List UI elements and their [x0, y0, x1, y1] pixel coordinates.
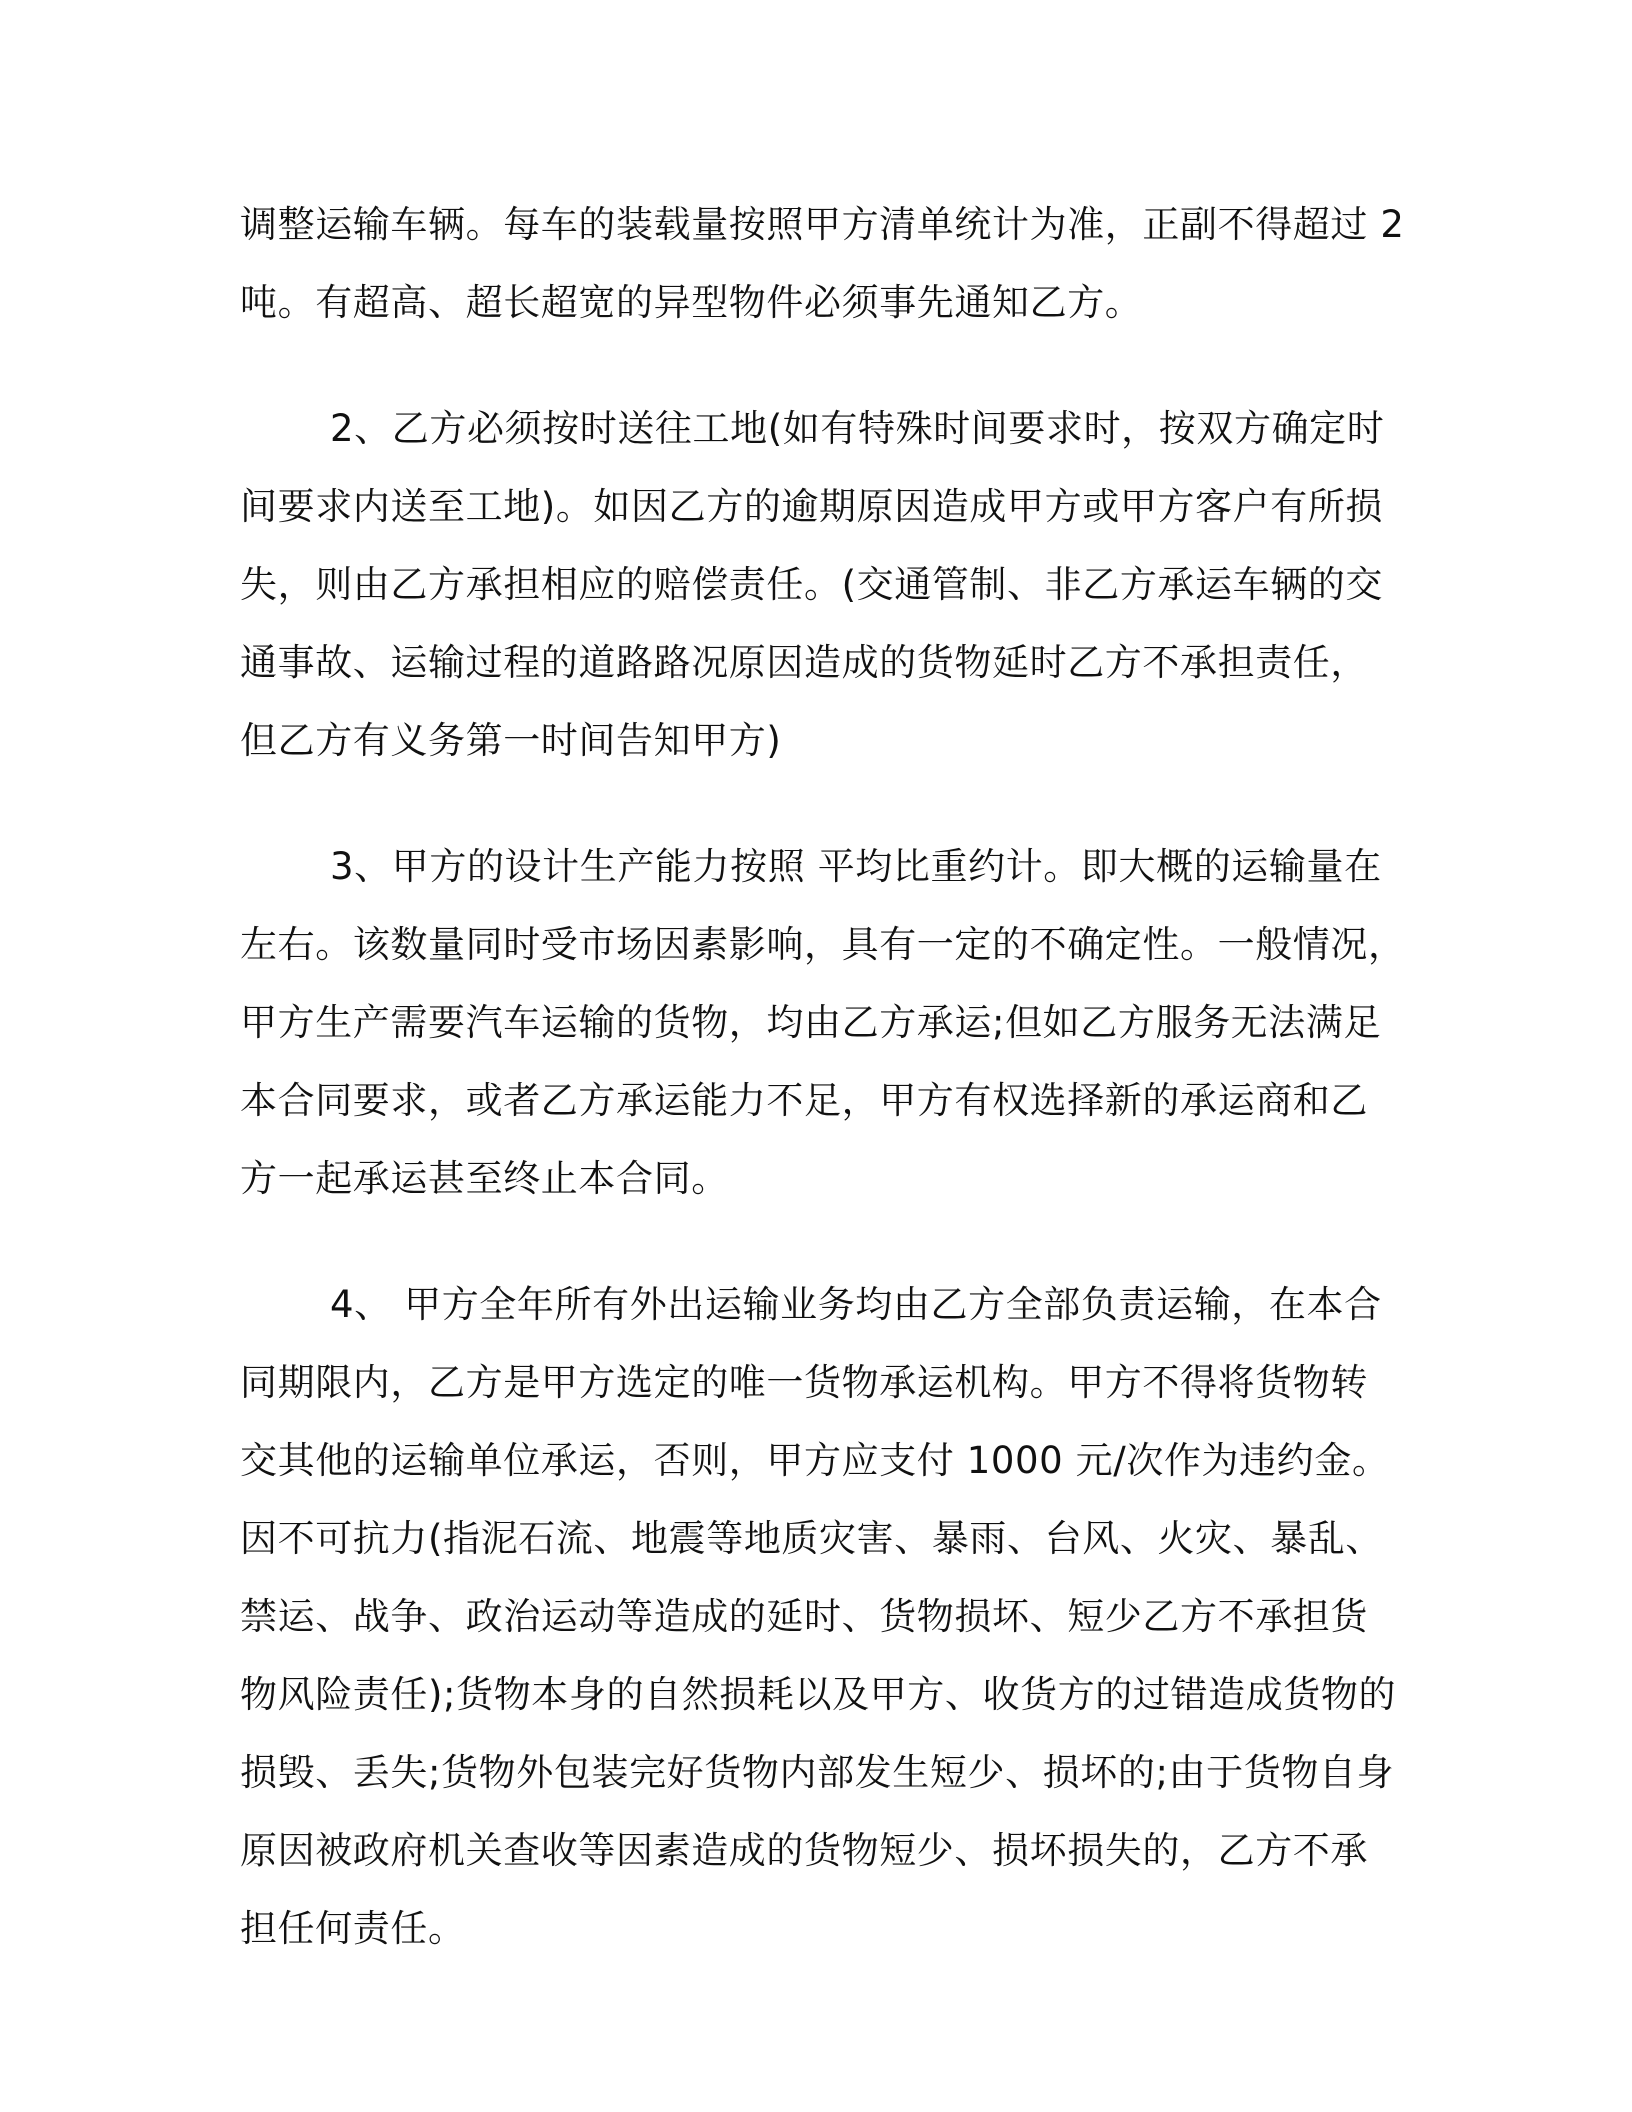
- text-line: 原因被政府机关查收等因素造成的货物短少、损坏损失的，乙方不承: [240, 1829, 1368, 1872]
- text-line: 交其他的运输单位承运，否则，甲方应支付 1000 元/次作为违约金。: [240, 1439, 1390, 1482]
- text-line: 失，则由乙方承担相应的赔偿责任。(交通管制、非乙方承运车辆的交: [240, 563, 1384, 606]
- text-line: 损毁、丢失;货物外包装完好货物内部发生短少、损坏的;由于货物自身: [240, 1751, 1395, 1794]
- text-line: 本合同要求，或者乙方承运能力不足，甲方有权选择新的承运商和乙: [240, 1079, 1368, 1122]
- text-line: 4、 甲方全年所有外出运输业务均由乙方全部负责运输，在本合: [330, 1283, 1382, 1326]
- text-line: 但乙方有义务第一时间告知甲方): [240, 719, 782, 762]
- paragraph-spacer: [240, 342, 1396, 390]
- paragraph-clause-3: [240, 828, 1406, 1218]
- paragraph-clause-2: [240, 390, 1396, 780]
- text-line: 物风险责任);货物本身的自然损耗以及甲方、收货方的过错造成货物的: [240, 1673, 1397, 1716]
- text-line: 担任何责任。: [240, 1907, 466, 1950]
- text-line: 因不可抗力(指泥石流、地震等地质灾害、暴雨、台风、火灾、暴乱、: [240, 1517, 1384, 1560]
- text-line: 2、乙方必须按时送往工地(如有特殊时间要求时，按双方确定时: [330, 407, 1385, 450]
- paragraph-clause-4: [240, 1266, 1396, 1968]
- text-line: 同期限内，乙方是甲方选定的唯一货物承运机构。甲方不得将货物转: [240, 1361, 1368, 1404]
- text-line: 甲方生产需要汽车运输的货物，均由乙方承运;但如乙方服务无法满足: [240, 1001, 1382, 1044]
- text-line: 3、甲方的设计生产能力按照 平均比重约计。即大概的运输量在: [330, 845, 1382, 888]
- text-line: 通事故、运输过程的道路路况原因造成的货物延时乙方不承担责任，: [240, 641, 1368, 684]
- text-line: 间要求内送至工地)。如因乙方的逾期原因造成甲方或甲方客户有所损: [240, 485, 1384, 528]
- text-line: 调整运输车辆。每车的装载量按照甲方清单统计为准，正副不得超过 2: [240, 203, 1405, 246]
- text-line: 方一起承运甚至终止本合同。: [240, 1157, 729, 1200]
- paragraph-spacer: [240, 1218, 1396, 1266]
- text-line: 禁运、战争、政治运动等造成的延时、货物损坏、短少乙方不承担货: [240, 1595, 1368, 1638]
- text-line: 吨。有超高、超长超宽的异型物件必须事先通知乙方。: [240, 281, 1143, 324]
- paragraph-spacer: [240, 780, 1396, 828]
- text-line: 左右。该数量同时受市场因素影响，具有一定的不确定性。一般情况，: [240, 923, 1406, 966]
- document-body: [240, 186, 1406, 1968]
- paragraph-vehicle-load: [240, 186, 1405, 342]
